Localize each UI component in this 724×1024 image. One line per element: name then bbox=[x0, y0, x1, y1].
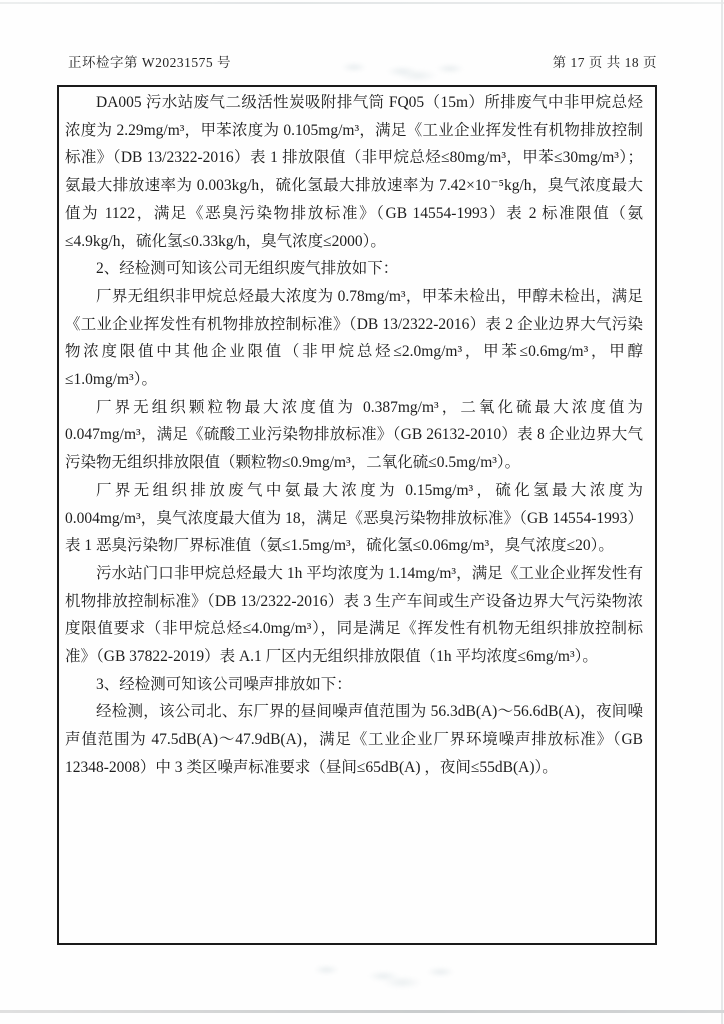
scan-edge-right bbox=[721, 0, 723, 1024]
faint-watermark-top bbox=[330, 56, 490, 84]
paragraph-fugitive-ammonia-h2s-odor: 厂界无组织排放废气中氨最大浓度为 0.15mg/m³，硫化氢最大浓度为 0.004mg/m³，臭气浓度最大值为 18，满足《恶臭污染物排放标准》（GB 14554-1993）表 1 恶臭污染物厂界标准值（氨≤1.5mg/m³，硫化氢≤0.06mg/m³，臭气浓度≤20）。 bbox=[65, 481, 643, 555]
paragraph-fugitive-particulate-so2: 厂界无组织颗粒物最大浓度值为 0.387mg/m³，二氧化硫最大浓度值为 0.047mg/m³，满足《硫酸工业污染物排放标准》（GB 26132-2010）表 8 企业边界大气污染物无组织排放限值（颗粒物≤0.9mg/m³，二氧化硫≤0.5mg/m³）。 bbox=[65, 398, 643, 472]
paragraph-sewage-station-nmhc: 污水站门口非甲烷总烃最大 1h 平均浓度为 1.14mg/m³，满足《工业企业挥发性有机物排放控制标准》（DB 13/2322-2016）表 3 生产车间或生产设备边界大气污染物浓度限值要求（非甲烷总烃≤4.0mg/m³），同是满足《挥发性有机物无组织排放控制标准》（GB 37822-2019）表 A.1 厂区内无组织排放限值（1h 平均浓度≤6mg/m³）。 bbox=[65, 564, 643, 666]
paragraph-section3-heading: 3、经检测可知该公司噪声排放如下： bbox=[96, 675, 352, 693]
page-indicator: 第 17 页 共 18 页 bbox=[552, 55, 657, 70]
report-body bbox=[65, 89, 643, 782]
paragraph-stack-da005-emissions: DA005 污水站废气二级活性炭吸附排气筒 FQ05（15m）所排废气中非甲烷总烃浓度为 2.29mg/m³，甲苯浓度为 0.105mg/m³，满足《工业企业挥发性有机物排放控制标准》（DB 13/2322-2016）表 1 排放限值（非甲烷总烃≤80mg/m³，甲苯≤30mg/m³）；氨最大排放速率为 0.003kg/h，硫化氢最大排放速率为 7.42×10⁻⁵kg/h，臭气浓度最大值为 1122，满足《恶臭污染物排放标准》（GB 14554-1993）表 2 标准限值（氨≤4.9kg/h，硫化氢≤0.33kg/h，臭气浓度≤2000）。 bbox=[65, 94, 643, 250]
paragraph-section2-heading: 2、经检测可知该公司无组织废气排放如下： bbox=[96, 260, 399, 278]
scan-edge-top bbox=[0, 2, 724, 4]
paragraph-noise-results: 经检测，该公司北、东厂界的昼间噪声值范围为 56.3dB(A)～56.6dB(A)，夜间噪声值范围为 47.5dB(A)～47.9dB(A)，满足《工业企业厂界环境噪声排放标准》（GB 12348-2008）中 3 类区噪声标准要求（昼间≤65dB(A) ，夜间≤55dB(A)）。 bbox=[65, 703, 643, 776]
faint-watermark-bottom bbox=[298, 953, 488, 995]
report-number: 正环检字第 W20231575 号 bbox=[68, 55, 231, 70]
scan-edge-bottom bbox=[0, 1010, 724, 1013]
paragraph-fugitive-nmhc: 厂界无组织非甲烷总烃最大浓度为 0.78mg/m³，甲苯未检出，甲醇未检出，满足《工业企业挥发性有机物排放控制标准》（DB 13/2322-2016）表 2 企业边界大气污染物浓度限值中其他企业限值（非甲烷总烃≤2.0mg/m³，甲苯≤0.6mg/m³，甲醇≤1.0mg/m³）。 bbox=[65, 287, 643, 389]
